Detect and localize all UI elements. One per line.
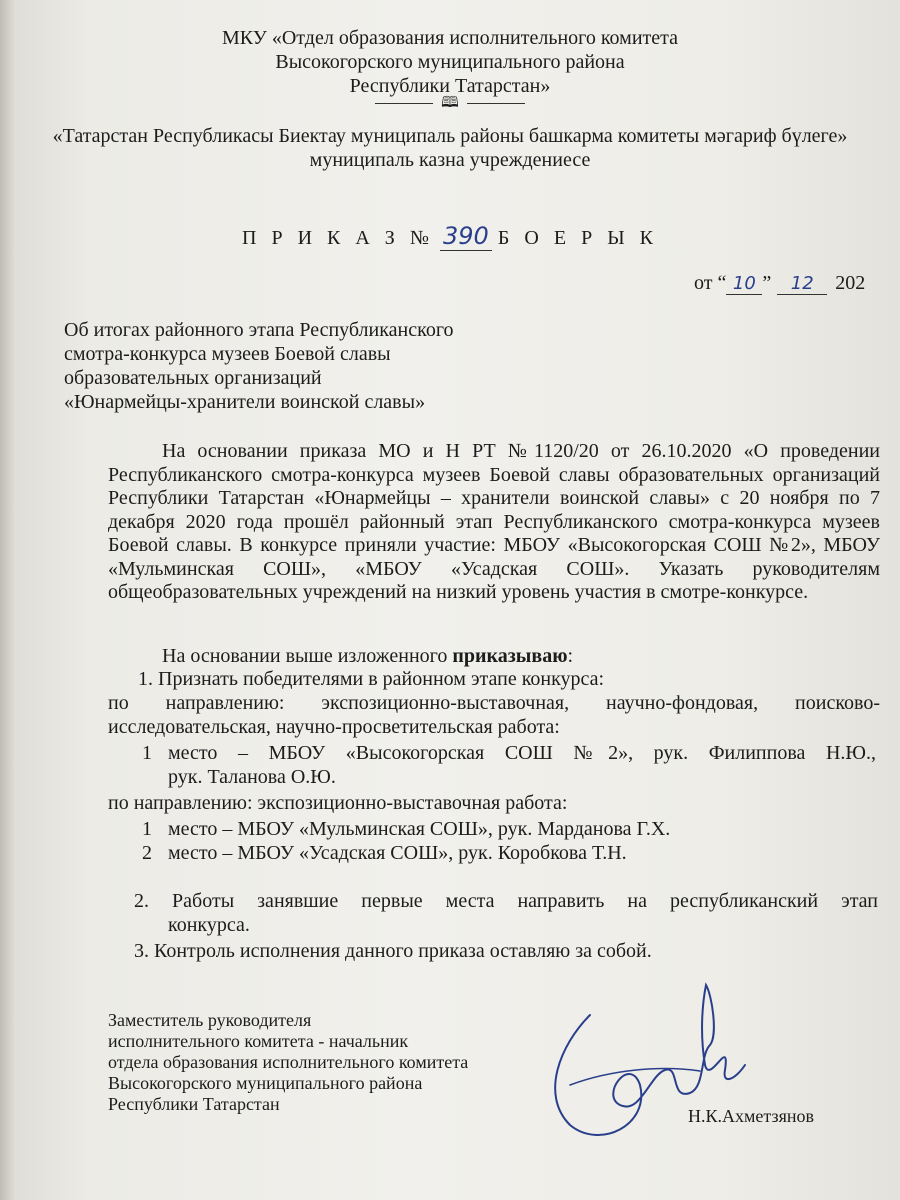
date-year: 202	[835, 272, 866, 294]
signatory-line-1: Заместитель руководителя	[108, 1010, 312, 1030]
direction-1-line-2: исследовательская, научно-просветительская работа:	[108, 716, 560, 738]
subject-line-1: Об итогах районного этапа Республиканского	[64, 319, 454, 341]
book-icon: 🕮	[441, 95, 459, 111]
place-1-number: 1	[142, 742, 152, 764]
signatory-line-4: Высокогорского муниципального района	[108, 1073, 423, 1093]
body-paragraph: На основании приказа МО и Н РТ №1120/20 от 26.10.2020 «О проведении Республиканского смотра-конкурса музеев Боевой славы образовательных организаций Республики Татарстан «Юнармейцы – хранители воинской славы» с 20 ноября по 7 декабря 2020 года прошёл районный этап Республиканского смотра-конкурса музеев Боевой славы. В конкурсе приняли участие: МБОУ «Высокогорская СОШ №2», МБОУ «Мульминская СОШ», «МБОУ «Усадская СОШ». Указать руководителям общеобразовательных учреждений на низкий уровень участия в смотре-конкурсе.	[108, 440, 880, 603]
order-basis: На основании выше изложенного приказываю:	[162, 645, 574, 667]
signatory-line-3: отдела образования исполнительного комитета	[108, 1052, 469, 1072]
subject-line-2: смотра-конкурса музеев Боевой славы	[64, 343, 391, 365]
item-1: 1. Признать победителями в районном этапе конкурса:	[138, 668, 605, 690]
place-2-text: место – МБОУ «Мульминская СОШ», рук. Марданова Г.Х.	[168, 818, 671, 840]
org-header-line-2: Высокогорского муниципального района	[275, 51, 625, 73]
item-3: 3. Контроль исполнения данного приказа оставляю за собой.	[134, 940, 652, 962]
org-header-tatar-line-1: «Татарстан Республикасы	[52, 125, 274, 147]
org-header-line-1: МКУ «Отдел образования исполнительного комитета	[221, 27, 679, 49]
org-header	[0, 26, 900, 98]
org-header-tatar-line-3: мәгариф бүлеге» муниципаль казна учреждениесе	[309, 125, 848, 171]
signatory-name: Н.К.Ахметзянов	[688, 1106, 814, 1126]
header-divider	[0, 92, 900, 117]
order-title	[0, 222, 900, 251]
direction-2: по направлению: экспозиционно-выставочная работа:	[108, 792, 568, 814]
item-2-line-1: 2. Работы занявшие первые места направить на республиканский этап	[134, 890, 878, 912]
page-edge-shadow	[0, 0, 14, 1200]
subject-line-3: образовательных организаций	[64, 367, 322, 389]
place-1-line-2: рук. Таланова О.Ю.	[168, 766, 336, 788]
item-2-line-2: конкурса.	[168, 914, 250, 936]
org-header-tatar	[0, 124, 900, 172]
subject-line-4: «Юнармейцы-хранители воинской славы»	[64, 391, 426, 413]
order-body	[108, 440, 880, 605]
order-keyword: приказываю	[452, 645, 568, 667]
signatory-block	[108, 1010, 468, 1115]
org-header-line-3: Республики Татарстан»	[349, 75, 551, 97]
order-title-right: Б О Е Р Ы К	[497, 227, 658, 249]
handwritten-signature	[530, 975, 760, 1155]
order-date: от “ 10 ” 12 202	[694, 272, 866, 294]
order-title-left: П Р И К А З №	[242, 227, 434, 249]
signatory-line-5: Республики Татарстан	[108, 1094, 280, 1114]
date-month: 12	[777, 273, 827, 295]
org-header-tatar-line-2: Биектау муниципаль районы башкарма комитеты	[278, 125, 700, 147]
order-subject	[64, 318, 454, 414]
order-number: 390	[440, 222, 492, 251]
place-3-text: место – МБОУ «Усадская СОШ», рук. Коробкова Т.Н.	[168, 842, 627, 864]
signatory-line-2: исполнительного комитета - начальник	[108, 1031, 409, 1051]
direction-1-line-1: по направлению: экспозиционно-выставочная, научно-фондовая, поисково-	[108, 692, 880, 714]
date-day: 10	[726, 273, 762, 295]
place-1-line-1: место – МБОУ «Высокогорская СОШ №2», рук. Филиппова Н.Ю.,	[168, 742, 876, 764]
place-3-number: 2	[142, 842, 152, 864]
place-2-number: 1	[142, 818, 152, 840]
